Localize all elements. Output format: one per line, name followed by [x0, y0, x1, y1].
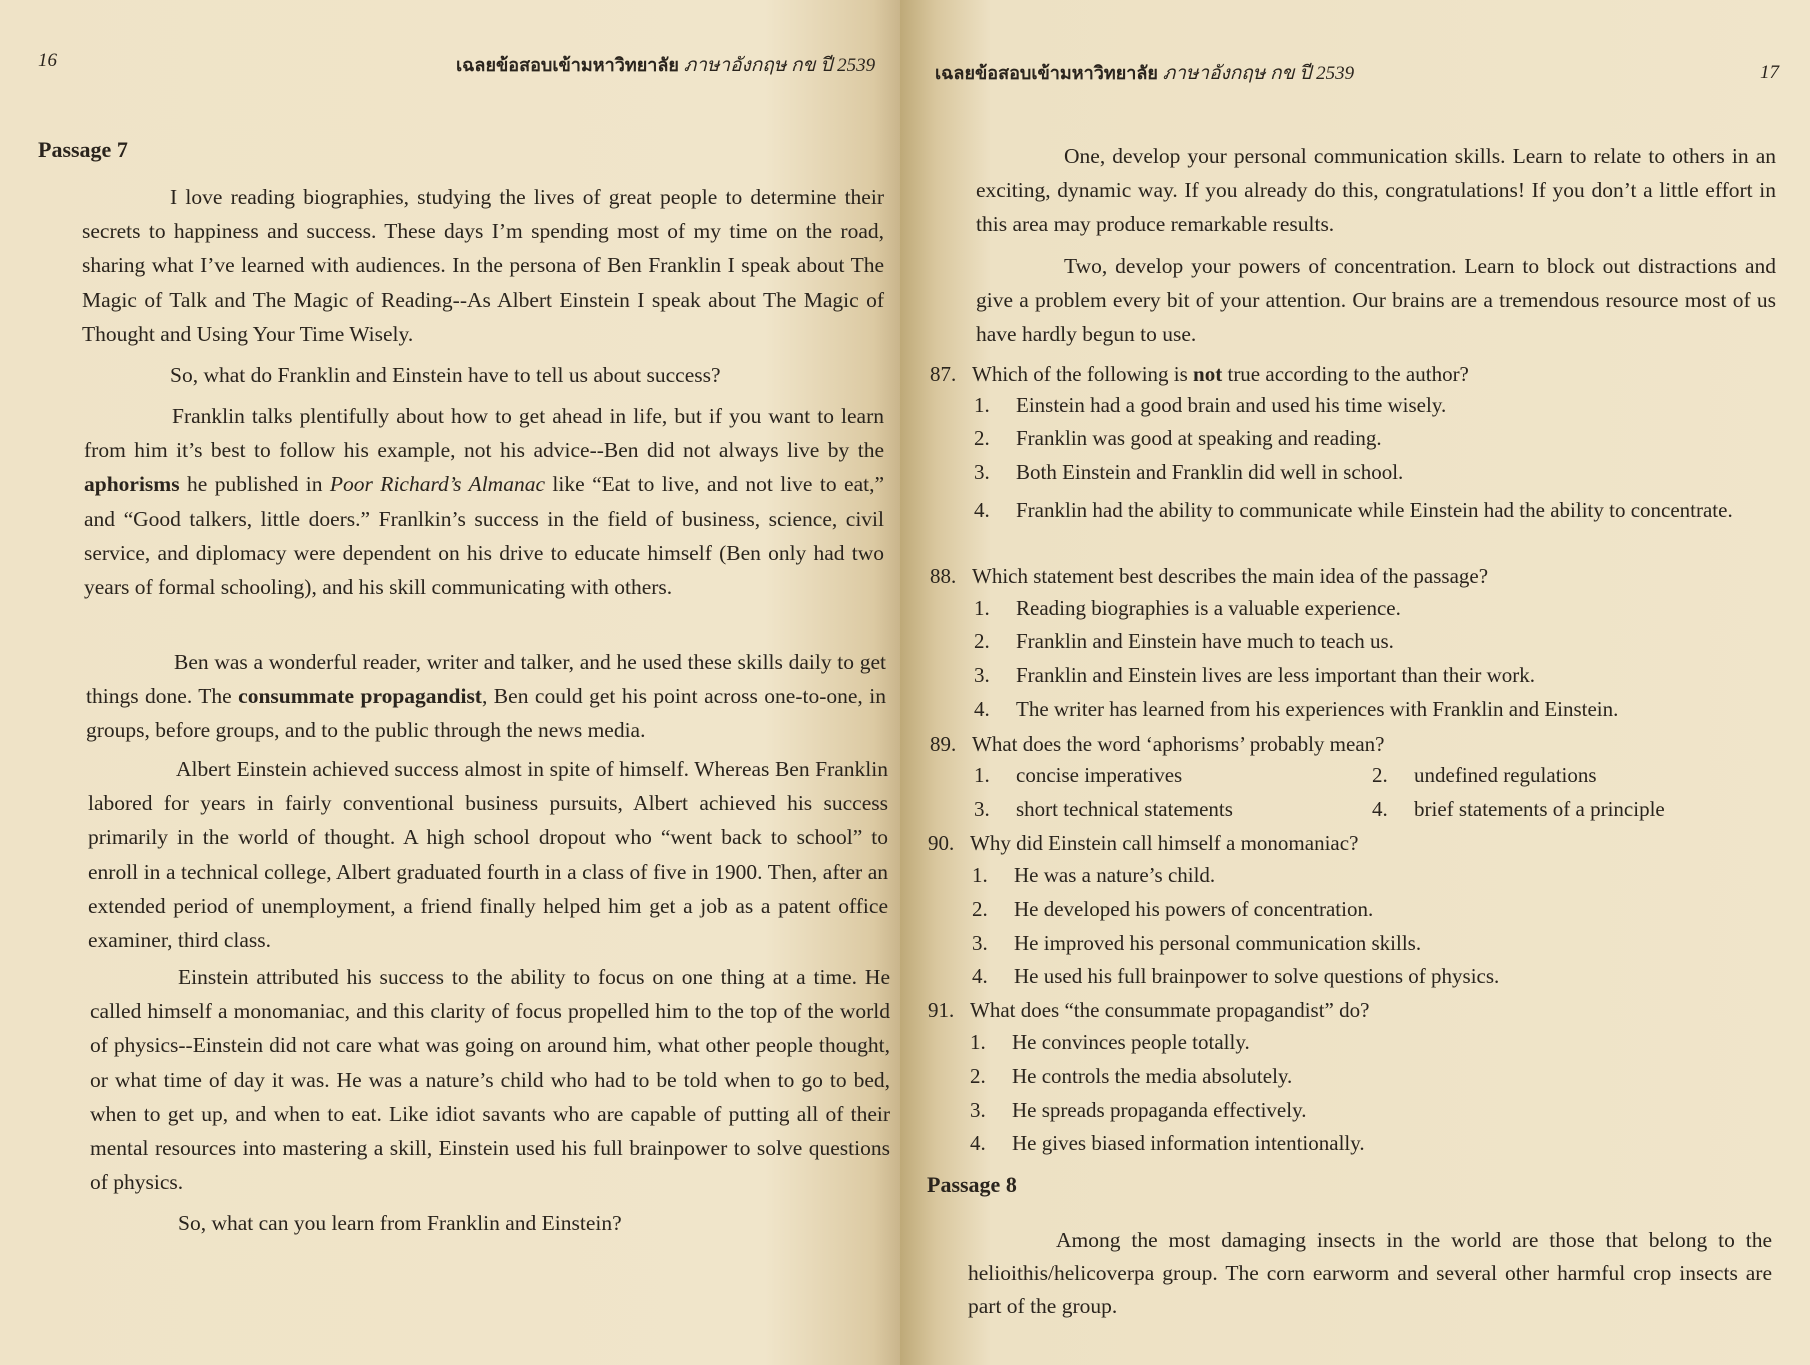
answer-option[interactable]: 1. concise imperatives: [974, 763, 1183, 787]
franklin-text-2: he published in: [179, 472, 330, 497]
answer-option[interactable]: 3. He improved his personal communication skills.: [972, 931, 1422, 955]
running-header: [935, 58, 1354, 88]
paragraph-closing-question: So, what can you learn from Franklin and Einstein?: [178, 1211, 622, 1235]
answer-option[interactable]: 3. short technical statements: [974, 797, 1233, 821]
franklin-bold: aphorisms: [84, 472, 180, 497]
question-91: [928, 995, 1768, 1025]
answer-option[interactable]: 1. Reading biographies is a valuable experience.: [974, 596, 1401, 620]
paragraph-intro: I love reading biographies, studying the lives of great people to determine their secrets to happiness and success. These days I’m spending most of my time on the road, sharing what I’ve learned with audiences. In the persona of Ben Franklin I speak about The Magic of Talk and The Magic of Reading--As Albert Einstein I speak about The Magic of Thought and Using Your Time Wisely.: [82, 185, 884, 346]
question-stem: What does the word ‘aphorisms’ probably mean?: [972, 732, 1385, 756]
paragraph-passage-8: Among the most damaging insects in the world are those that belong to the helioithis/helicoverpa group. The corn earworm and several other harmful crop insects are part of the group.: [968, 1228, 1772, 1318]
question-stem: What does “the consummate propagandist” do?: [970, 998, 1370, 1022]
answer-option[interactable]: 4. Franklin had the ability to communicate while Einstein had the ability to concentrate.: [974, 498, 1733, 522]
paragraph-einstein: Albert Einstein achieved success almost in spite of himself. Whereas Ben Franklin labored for years in fairly conventional business pursuits, Albert achieved his success primarily in the world of thought. A high school dropout who “went back to school” to enroll in a technical college, Albert graduated fourth in a class of five in 1900. Then, after an extended period of unemployment, a friend finally helped him get a job as a patent office examiner, third class.: [88, 757, 888, 953]
question-stem: Which statement best describes the main idea of the passage?: [972, 564, 1489, 588]
page-number: 16: [38, 50, 57, 71]
header-subject: ภาษาอังกฤษ กข ปี 2539: [683, 55, 876, 76]
franklin-text-3: like “Eat to live, and not live to eat,” and “Good talkers, little doers.” Franlkin’s success in the field of business, science, civil service, and diplomacy were dependent on his drive to educate himself (Ben only had two years of formal schooling), and his skill communicating with others.: [84, 472, 885, 600]
running-header: [456, 50, 875, 80]
answer-option[interactable]: 2. He developed his powers of concentration.: [972, 897, 1374, 921]
question-number: 90.: [928, 831, 955, 855]
paragraph-einstein-focus: Einstein attributed his success to the ability to focus on one thing at a time. He called himself a monomaniac, and this clarity of focus propelled him to the top of the world of physics--Einstein did not care what was going on around him, what other people thought, or what time of day it was. He was a nature’s child who had to be told when to go to bed, when to get up, and when to eat. Like idiot savants who are capable of putting all of their mental resources into mastering a skill, Einstein used his full brainpower to solve questions of physics.: [90, 965, 890, 1195]
page-number: 17: [1760, 62, 1779, 83]
question-number: 89.: [930, 732, 957, 756]
answer-option[interactable]: 3. He spreads propaganda effectively.: [970, 1098, 1307, 1122]
header-title: เฉลยข้อสอบเข้ามหาวิทยาลัย: [456, 55, 679, 76]
question-90: [928, 828, 1768, 858]
paragraph-one: One, develop your personal communication skills. Learn to relate to others in an exciting, dynamic way. If you already do this, congratulations! If you don’t a little effort in this area may produce remarkable results.: [976, 144, 1776, 237]
question-stem-bold: not: [1193, 362, 1223, 386]
ben-text-1: Ben was a wonderful reader, writer and talker, and he used these skills daily to get things done. The: [86, 650, 886, 709]
paragraph-franklin: [84, 399, 884, 604]
franklin-text-1: Franklin talks plentifully about how to get ahead in life, but if you want to learn from him it’s best to follow his example, not his advice--Ben did not always live by the: [84, 404, 884, 463]
answer-option[interactable]: 4. He used his full brainpower to solve questions of physics.: [972, 964, 1500, 988]
header-title: เฉลยข้อสอบเข้ามหาวิทยาลัย: [935, 63, 1158, 84]
header-subject: ภาษาอังกฤษ กข ปี 2539: [1162, 63, 1355, 84]
left-page: [0, 0, 900, 1365]
answer-option[interactable]: 1. He convinces people totally.: [970, 1030, 1250, 1054]
paragraph-two: Two, develop your powers of concentration. Learn to block out distractions and give a problem every bit of your attention. Our brains are a tremendous resource most of us have hardly begun to use.: [976, 254, 1776, 347]
answer-option[interactable]: 2. Franklin was good at speaking and reading.: [974, 426, 1382, 450]
passage-title: Passage 7: [38, 137, 128, 162]
ben-bold: consummate propagandist: [238, 684, 482, 709]
answer-option[interactable]: 4. He gives biased information intentionally.: [970, 1131, 1365, 1155]
paragraph-ben: [86, 645, 886, 748]
answer-option[interactable]: 2. Franklin and Einstein have much to teach us.: [974, 629, 1394, 653]
answer-option[interactable]: 4. The writer has learned from his experiences with Franklin and Einstein.: [974, 697, 1619, 721]
answer-option[interactable]: 3. Both Einstein and Franklin did well in school.: [974, 460, 1404, 484]
question-number: 87.: [930, 362, 957, 386]
question-stem-a: Which of the following is: [972, 362, 1194, 386]
question-number: 88.: [930, 564, 957, 588]
passage-title: Passage 8: [927, 1172, 1017, 1197]
paragraph-question: So, what do Franklin and Einstein have to tell us about success?: [170, 363, 721, 387]
question-number: 91.: [928, 998, 955, 1022]
question-stem-b: true according to the author?: [1222, 362, 1469, 386]
answer-option[interactable]: 3. Franklin and Einstein lives are less important than their work.: [974, 663, 1536, 687]
answer-option[interactable]: 2. undefined regulations: [1372, 763, 1597, 787]
answer-option[interactable]: 2. He controls the media absolutely.: [970, 1064, 1293, 1088]
question-89: [930, 729, 1770, 759]
answer-option[interactable]: 1. He was a nature’s child.: [972, 863, 1216, 887]
answer-option[interactable]: 1. Einstein had a good brain and used his time wisely.: [974, 393, 1447, 417]
franklin-italic: Poor Richard’s Almanac: [329, 472, 545, 497]
answer-option[interactable]: 4. brief statements of a principle: [1372, 797, 1665, 821]
question-87: [930, 359, 1770, 389]
ben-text-2: , Ben could get his point across one-to-one, in groups, before groups, and to the public through the news media.: [86, 684, 886, 743]
question-88: [930, 561, 1770, 591]
right-page: [900, 0, 1810, 1365]
question-stem: Why did Einstein call himself a monomaniac?: [970, 831, 1359, 855]
